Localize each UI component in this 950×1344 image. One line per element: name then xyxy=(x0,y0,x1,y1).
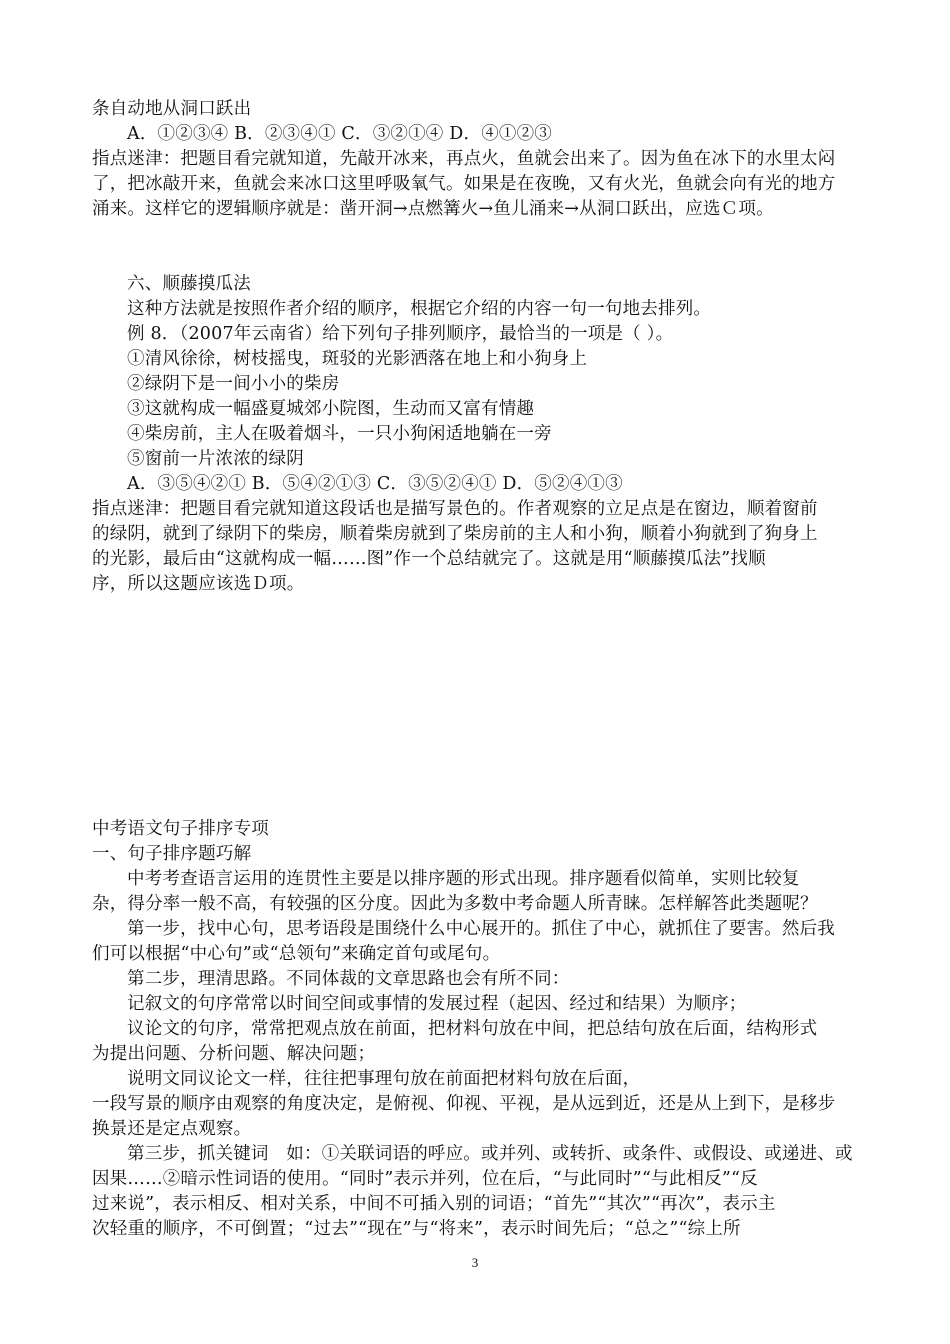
sentence-ordering-article xyxy=(92,817,872,1242)
text-line: 过来说”，表示相反、相对关系，中间不可插入别的词语；“首先”“其次”“再次”，表示主 xyxy=(92,1194,776,1214)
text-line: 为提出问题、分析问题、解决问题； xyxy=(92,1044,376,1064)
answer-explanation-block xyxy=(92,97,872,222)
text-line: 条自动地从洞口跃出 xyxy=(92,99,252,119)
text-line: 的绿阴，就到了绿阴下的柴房，顺着柴房就到了柴房前的主人和小狗，顺着小狗就到了狗身上 xyxy=(92,524,818,544)
page-number: 3 xyxy=(471,1255,479,1270)
text-line: ①清风徐徐，树枝摇曳，斑驳的光影洒落在地上和小狗身上 xyxy=(127,349,588,369)
text-line: A．③⑤④②① B．⑤④②①③ C．③⑤②④① D．⑤②④①③ xyxy=(127,474,623,494)
text-line: 涌来。这样它的逻辑顺序就是：凿开洞→点燃篝火→鱼儿涌来→从洞口跃出，应选Ｃ项。 xyxy=(92,199,774,219)
text-line: 换景还是定点观察。 xyxy=(92,1119,252,1139)
text-line: 第一步，找中心句，思考语段是围绕什么中心展开的。抓住了中心，就抓住了要害。然后我 xyxy=(127,919,835,939)
text-line: 指点迷津：把题目看完就知道，先敲开冰来，再点火，鱼就会出来了。因为鱼在冰下的水里太闷 xyxy=(92,149,836,169)
text-line: 一段写景的顺序由观察的角度决定，是俯视、仰视、平视，是从远到近，还是从上到下，是移步 xyxy=(92,1094,836,1114)
text-line: 杂，得分率一般不高，有较强的区分度。因此为多数中考命题人所青睐。怎样解答此类题呢？ xyxy=(92,894,818,914)
text-line: ⑤窗前一片浓浓的绿阴 xyxy=(127,449,304,469)
text-line: 们可以根据“中心句”或“总领句”来确定首句或尾句。 xyxy=(92,944,501,964)
text-line: ③这就构成一幅盛夏城郊小院图，生动而又富有情趣 xyxy=(127,399,535,419)
text-line: 中考考查语言运用的连贯性主要是以排序题的形式出现。排序题看似简单，实则比较复 xyxy=(127,869,800,889)
text-line: 六、顺藤摸瓜法 xyxy=(127,274,251,294)
text-line: 议论文的句序，常常把观点放在前面，把材料句放在中间，把总结句放在后面，结构形式 xyxy=(127,1019,818,1039)
text-line: A．①②③④ B．②③④① C．③②①④ D．④①②③ xyxy=(127,124,553,144)
text-line: 因果……②暗示性词语的使用。“同时”表示并列，位在后，“与此同时”“与此相反”“反 xyxy=(92,1169,758,1189)
text-line: 了，把冰敲开来，鱼就会来冰口这里呼吸氧气。如果是在夜晚，又有火光，鱼就会向有光的地方 xyxy=(92,174,836,194)
text-line: 例 8．（2007年云南省）给下列句子排列顺序，最恰当的一项是（ ）。 xyxy=(127,324,674,344)
text-line: 一、句子排序题巧解 xyxy=(92,844,252,864)
text-line: 序，所以这题应该选Ｄ项。 xyxy=(92,574,305,594)
text-line: 这种方法就是按照作者介绍的顺序，根据它介绍的内容一句一句地去排列。 xyxy=(127,299,712,319)
text-line: 次轻重的顺序，不可倒置；“过去”“现在”与“将来”，表示时间先后；“总之”“综上所 xyxy=(92,1219,741,1239)
text-line: 第三步，抓关键词 如：①关联词语的呼应。或并列、或转折、或条件、或假设、或递进、或 xyxy=(127,1144,853,1164)
text-line: 记叙文的句序常常以时间空间或事情的发展过程（起因、经过和结果）为顺序； xyxy=(127,994,747,1014)
text-line: ②绿阴下是一间小小的柴房 xyxy=(127,374,340,394)
text-line: 中考语文句子排序专项 xyxy=(92,819,269,839)
method-six-section xyxy=(92,272,872,597)
text-line: 的光影，最后由“这就构成一幅……图”作一个总结就完了。这就是用“顺藤摸瓜法”找顺 xyxy=(92,549,766,569)
text-line: ④柴房前，主人在吸着烟斗，一只小狗闲适地躺在一旁 xyxy=(127,424,552,444)
text-line: 指点迷津：把题目看完就知道这段话也是描写景色的。作者观察的立足点是在窗边，顺着窗前 xyxy=(92,499,818,519)
text-line: 说明文同议论文一样，往往把事理句放在前面把材料句放在后面， xyxy=(127,1069,641,1089)
text-line: 第二步，理清思路。不同体裁的文章思路也会有所不同： xyxy=(127,969,570,989)
